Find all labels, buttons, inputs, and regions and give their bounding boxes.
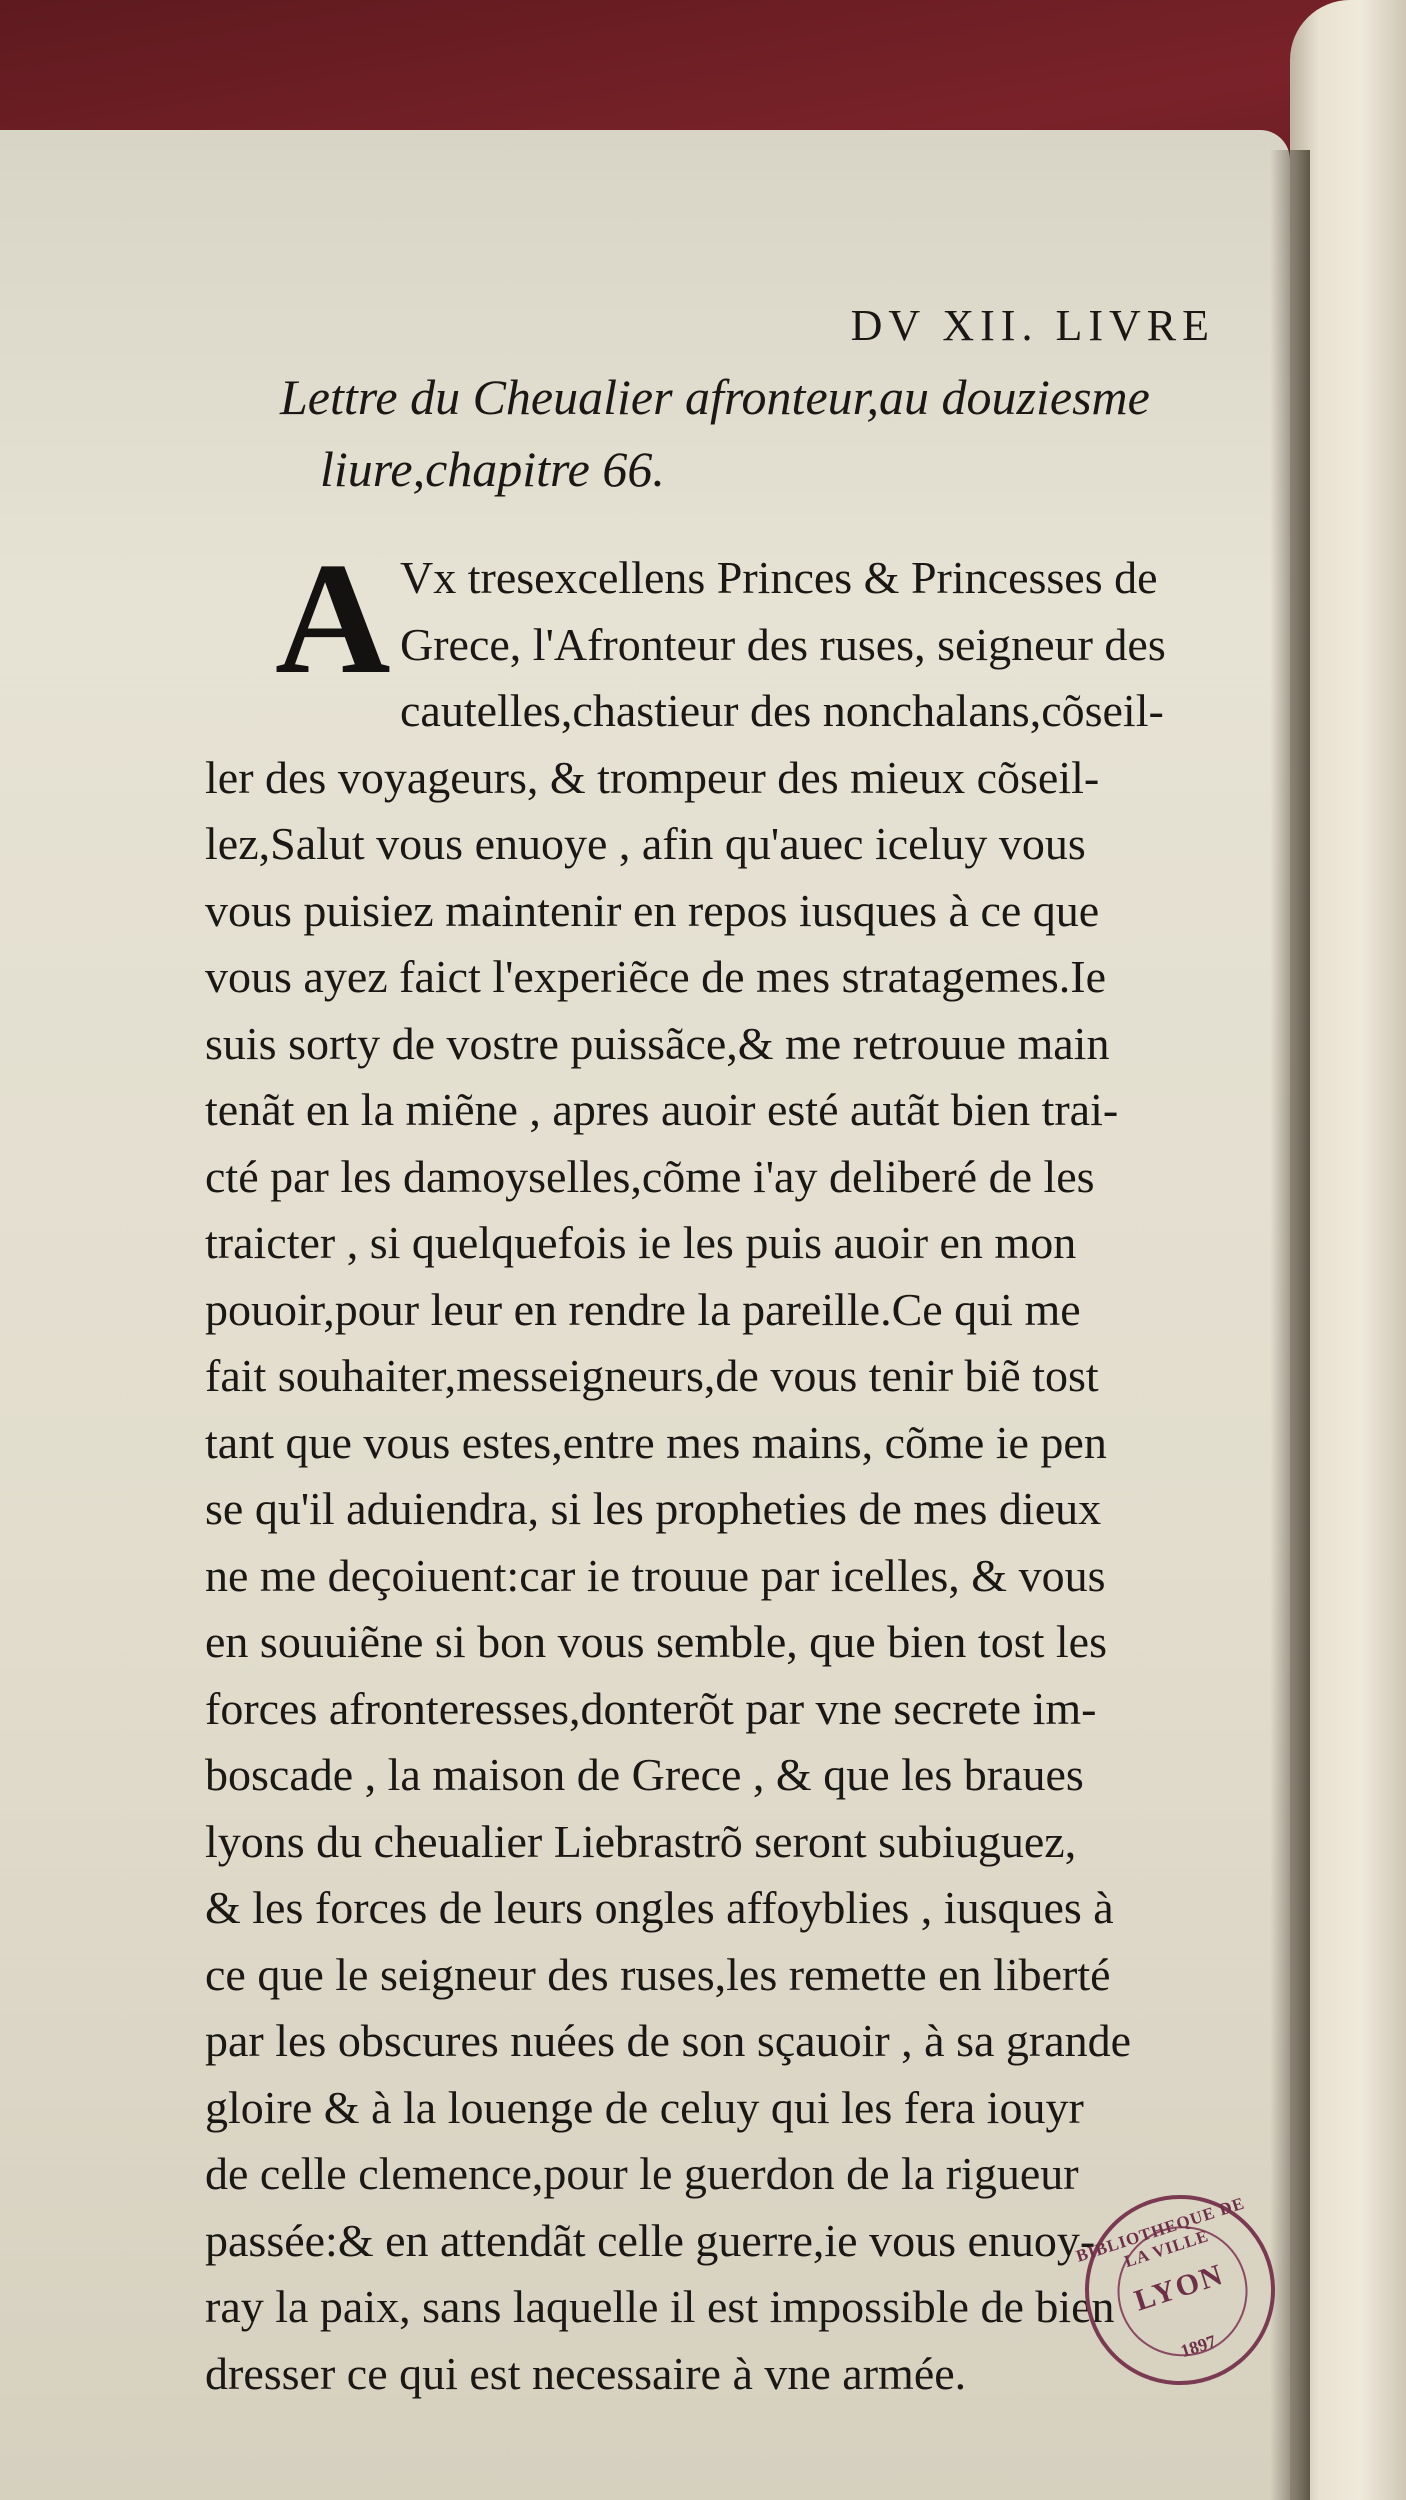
stamp-year: 1897 (1178, 2331, 1219, 2362)
text-line: lyons du cheualier Liebrastrõ seront subiuguez, (205, 1815, 1077, 1867)
text-line: ne me deçoiuent:car ie trouue par icelles, & vous (205, 1549, 1106, 1601)
text-line: Vx tresexcellens Princes & Princesses de (400, 552, 1158, 603)
text-line: forces afronteresses,donterõt par vne secrete im- (205, 1682, 1097, 1734)
text-line: pouoir,pour leur en rendre la pareille.Ce qui me (205, 1283, 1081, 1335)
text-line: lez,Salut vous enuoye , afin qu'auec iceluy vous (205, 818, 1086, 869)
text-line: traicter , si quelquefois ie les puis auoir en mon (205, 1217, 1077, 1268)
page-gutter-shadow (1270, 150, 1310, 2500)
text-line: dresser ce qui est necessaire à vne armée. (205, 2347, 967, 2399)
text-line: tenãt en la miẽne , apres auoir esté autãt bien trai- (205, 1084, 1119, 1135)
text-line: cautelles,chastieur des nonchalans,cõseil- (400, 685, 1164, 736)
stamp-city: LYON (1130, 2257, 1229, 2318)
page-content (205, 300, 1245, 2407)
text-line: ce que le seigneur des ruses,les remette en liberté (205, 1948, 1111, 2000)
text-line: ler des voyageurs, & trompeur des mieux cõseil- (205, 751, 1100, 803)
letter-body (205, 529, 1245, 2407)
text-line: suis sorty de vostre puissãce,& me retrouue main (205, 1017, 1110, 1069)
text-line: se qu'il aduiendra, si les propheties de mes dieux (205, 1483, 1102, 1534)
text-line: ray la paix, sans laquelle il est impossible de bien (205, 2281, 1115, 2332)
text-line: par les obscures nuées de son sçauoir , à sa grande (205, 2015, 1132, 2066)
text-line: tant que vous estes,entre mes mains, cõme ie pen (205, 1416, 1107, 1468)
stamp-ring-text: BIBLIOTHEQUE DE LA VILLE (1073, 2193, 1248, 2272)
text-line: vous ayez faict l'experiẽce de mes stratagemes.Ie (205, 951, 1106, 1002)
text-line: gloire & à la louenge de celuy qui les fera iouyr (205, 2081, 1084, 2133)
chapter-title-line: liure,chapitre 66. (320, 441, 665, 497)
chapter-title-line: Lettre du Cheualier afronteur,au douziesme (280, 369, 1150, 425)
text-line: & les forces de leurs ongles affoyblies , iusques à (205, 1882, 1114, 1933)
text-line: Grece, l'Afronteur des ruses, seigneur des (400, 618, 1166, 670)
text-line: cté par les damoyselles,cõme i'ay deliberé de les (205, 1150, 1095, 1202)
text-line: boscade , la maison de Grece , & que les braues (205, 1749, 1084, 1800)
drop-cap: A (275, 529, 391, 707)
text-line: de celle clemence,pour le guerdon de la rigueur (205, 2148, 1079, 2199)
text-line: passée:& en attendãt celle guerre,ie vous enuoy- (205, 2214, 1096, 2266)
chapter-title (280, 361, 1245, 505)
text-line: fait souhaiter,messeigneurs,de vous tenir biẽ tost (205, 1350, 1099, 1401)
running-header: DV XII. LIVRE (850, 301, 1215, 350)
text-line: en souuiẽne si bon vous semble, que bien tost les (205, 1616, 1107, 1667)
text-line: vous puisiez maintenir en repos iusques à ce que (205, 884, 1100, 936)
